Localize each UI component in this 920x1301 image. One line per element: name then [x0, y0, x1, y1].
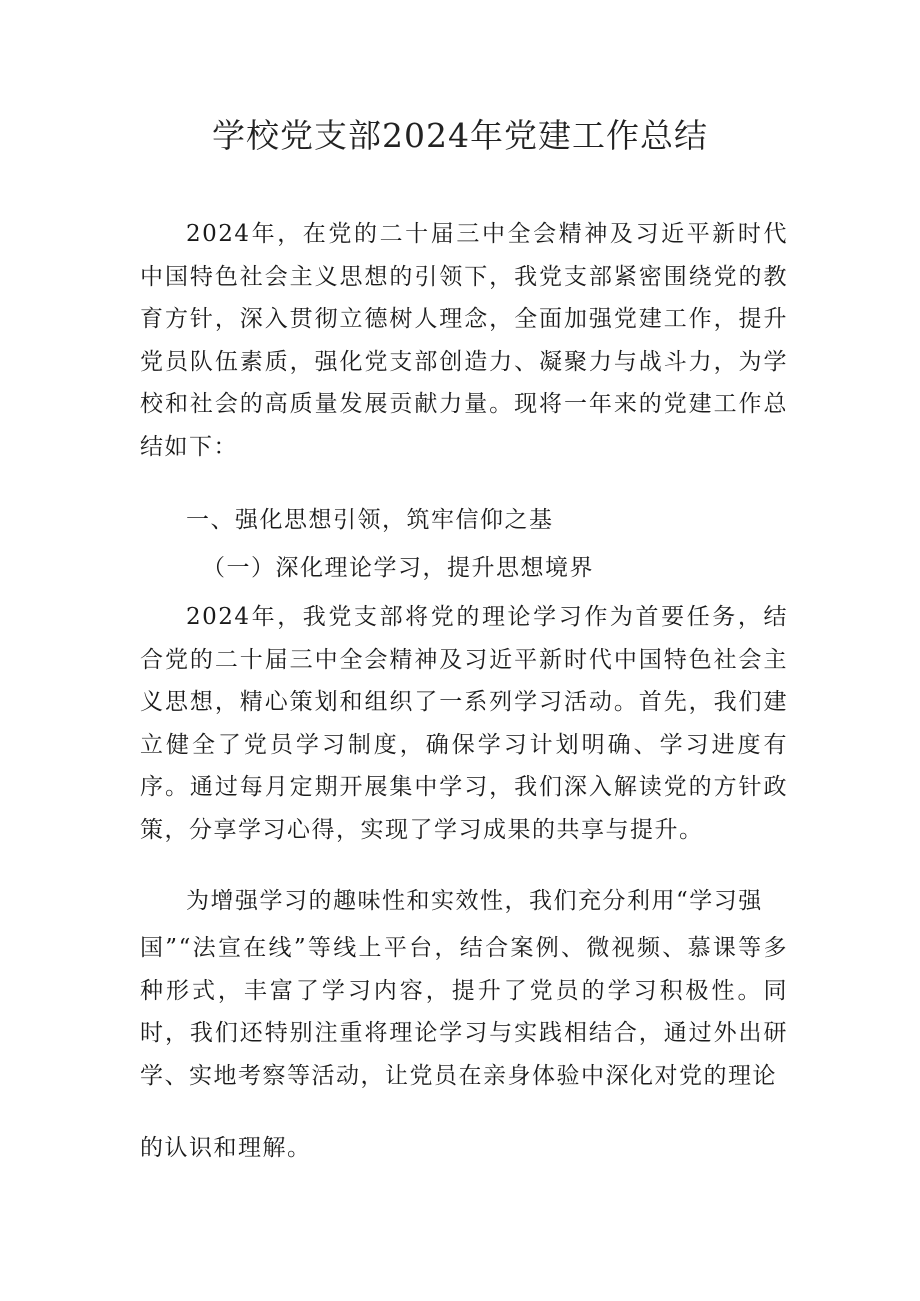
body-paragraph: 2024年，我党支部将党的理论学习作为首要任务，结合党的二十届三中全会精神及习近平新时代中国特色社会主义思想，精心策划和组织了一系列学习活动。首先，我们建立健全了党员学习制度，确保学习计划明确、学习进度有序。通过每月定期开展集中学习，我们深入解读党的方针政策，分享学习心得，实现了学习成果的共享与提升。	[140, 604, 788, 843]
paragraph-tail-line: 的认识和理解。	[140, 1135, 312, 1161]
intro-paragraph: 2024年，在党的二十届三中全会精神及习近平新时代中国特色社会主义思想的引领下，我党支部紧密围绕党的教育方针，深入贯彻立德树人理念，全面加强党建工作，提升党员队伍素质，强化党支部创造力、凝聚力与战斗力，为学校和社会的高质量发展贡献力量。现将一年来的党建工作总结如下：	[140, 221, 788, 460]
body-paragraph: 国”“法宣在线”等线上平台，结合案例、微视频、慕课等多种形式，丰富了学习内容，提升了党员的学习积极性。同时，我们还特别注重将理论学习与实践相结合，通过外出研学、实地考察等活动，让党员在亲身体验中深化对党的理论	[140, 935, 788, 1089]
section-heading: 一、强化思想引领，筑牢信仰之基	[186, 507, 554, 533]
subsection-heading: （一）深化理论学习，提升思想境界	[202, 555, 594, 581]
document-title: 学校党支部2024年党建工作总结	[212, 116, 708, 155]
paragraph-first-line: 为增强学习的趣味性和实效性，我们充分利用“学习强	[186, 888, 763, 914]
